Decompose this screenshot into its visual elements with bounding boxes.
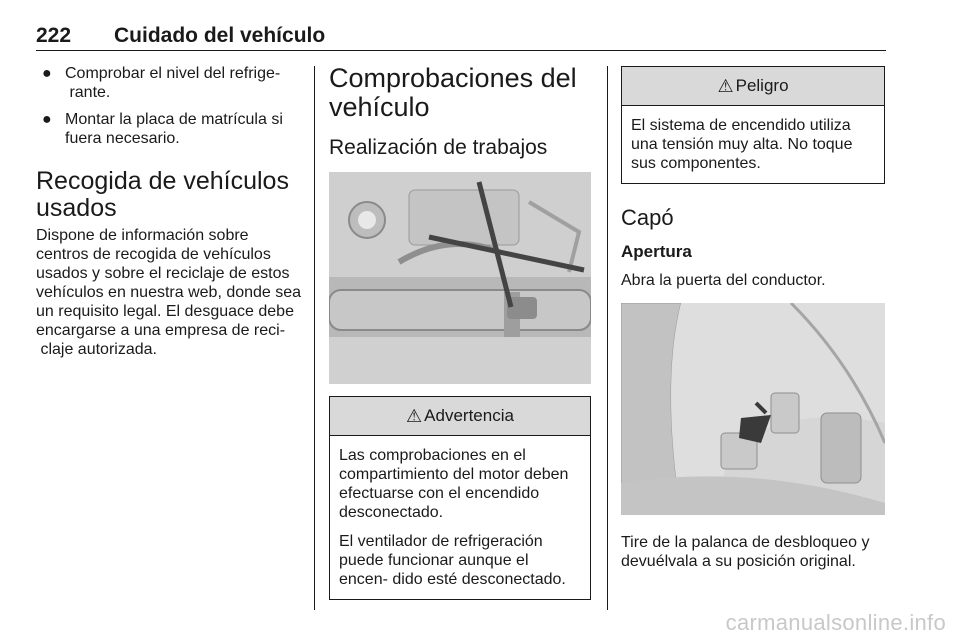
danger-box-header bbox=[622, 67, 884, 106]
column-divider-2 bbox=[607, 66, 608, 610]
subheading-work: Realización de trabajos bbox=[329, 136, 548, 159]
heading-line: Comprobaciones del bbox=[329, 63, 577, 93]
heading-line: Recogida de vehículos bbox=[36, 167, 289, 195]
section-heading-recycling bbox=[36, 168, 302, 222]
recycling-paragraph: Dispone de información sobre centros de recogida de vehículos usados y sobre el reciclaje de estos vehículos en nuestra web, donde sea un requisito legal. El desguace debe encargarse a una empresa de reci- claje autorizada. bbox=[36, 227, 302, 358]
page-number: 222 bbox=[36, 24, 72, 47]
bullet-text: Comprobar el nivel del refrige- rante. bbox=[65, 65, 281, 101]
intro-text: Abra la puerta del conductor. bbox=[621, 272, 826, 289]
engine-bay-photo bbox=[329, 172, 591, 384]
list-item bbox=[36, 64, 302, 102]
column-right bbox=[621, 64, 885, 571]
header-rule bbox=[36, 50, 886, 51]
danger-box bbox=[621, 66, 885, 184]
heading-line: vehículo bbox=[329, 92, 430, 122]
caption-text: Tire de la palanca de desbloqueo y devuélvala a su posición original. bbox=[621, 534, 870, 570]
warning-box-body bbox=[330, 436, 590, 599]
warning-triangle-icon: ⚠ bbox=[406, 405, 423, 426]
warning-paragraph: El ventilador de refrigeración puede funcionar aunque el encen- dido esté desconectado. bbox=[339, 533, 566, 588]
column-left bbox=[36, 64, 302, 359]
list-item bbox=[36, 110, 302, 148]
bullet-icon: ● bbox=[42, 65, 52, 82]
bullet-list bbox=[36, 64, 302, 148]
section-heading-checks bbox=[329, 64, 591, 122]
column-middle bbox=[329, 64, 591, 600]
subheading-opening: Apertura bbox=[621, 242, 692, 261]
warning-triangle-icon: ⚠ bbox=[717, 75, 734, 96]
page-title: Cuidado del vehículo bbox=[114, 24, 326, 47]
section-heading-hood: Capó bbox=[621, 205, 674, 230]
bullet-icon: ● bbox=[42, 111, 52, 128]
danger-text: El sistema de encendido utiliza una tensión muy alta. No toque sus componentes. bbox=[631, 117, 853, 172]
column-divider-1 bbox=[314, 66, 315, 610]
danger-box-body bbox=[622, 106, 884, 183]
danger-title: Peligro bbox=[735, 76, 789, 95]
warning-box bbox=[329, 396, 591, 600]
watermark: carmanualsonline.info bbox=[725, 610, 946, 635]
heading-line: usados bbox=[36, 194, 117, 222]
warning-paragraph: Las comprobaciones en el compartimiento del motor deben efectuarse con el encendido desconectado. bbox=[339, 447, 569, 521]
hood-release-photo bbox=[621, 303, 885, 515]
warning-box-header bbox=[330, 397, 590, 436]
bullet-text: Montar la placa de matrícula si fuera necesario. bbox=[65, 111, 283, 147]
warning-title: Advertencia bbox=[424, 406, 514, 425]
